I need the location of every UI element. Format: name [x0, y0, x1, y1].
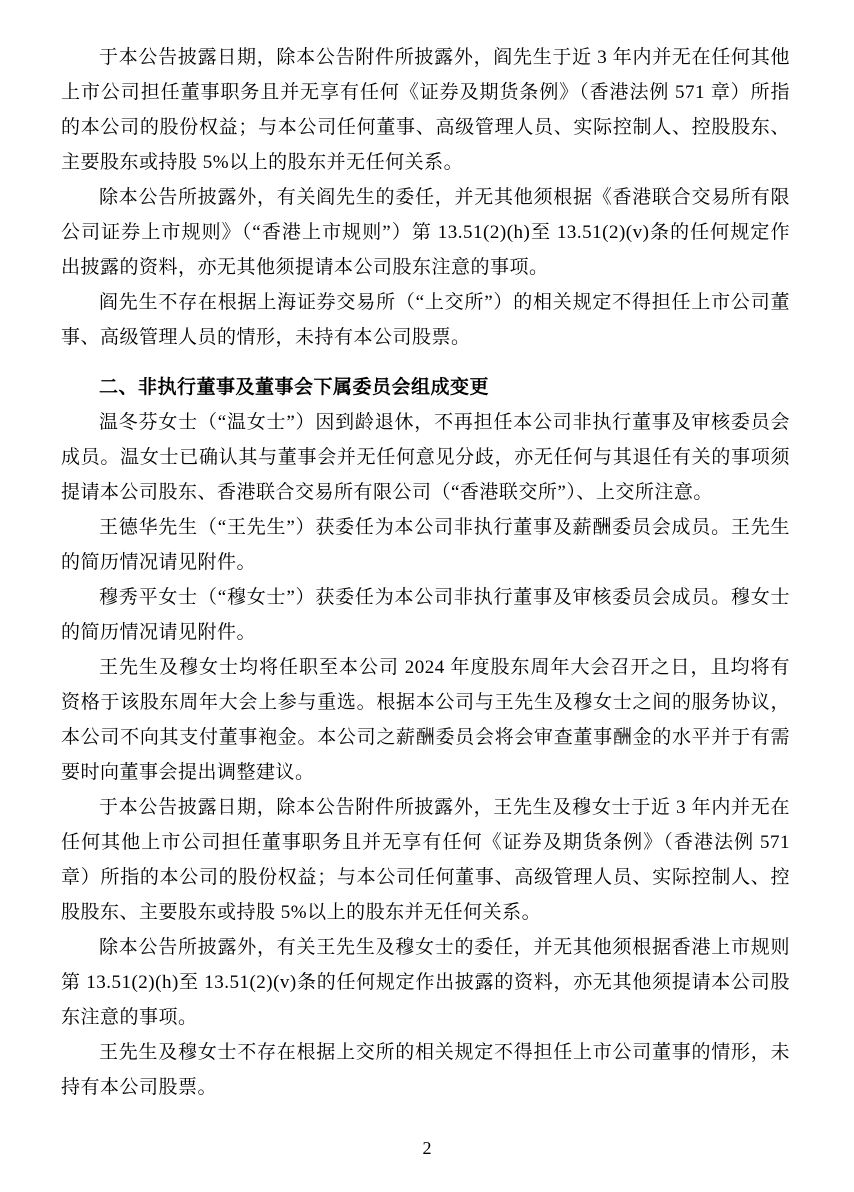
page-number: 2 [422, 1138, 432, 1158]
paragraph-disclosure-wang-mu: 于本公告披露日期，除本公告附件所披露外，王先生及穆女士于近 3 年内并无在任何其他上市公司担任董事职务且并无享有任何《证券及期货条例》（香港法例 571 章）所指的本公司的股份权益；与本公司任何董事、高级管理人员、实际控制人、控股股东、主要股东或持股 5%以上的股东并无任何关系。 [61, 797, 790, 923]
paragraph-mu-appointment: 穆秀平女士（“穆女士”）获委任为本公司非执行董事及审核委员会成员。穆女士的简历情况请见附件。 [61, 587, 790, 643]
paragraph-wang-appointment: 王德华先生（“王先生”）获委任为本公司非执行董事及薪酬委员会成员。王先生的简历情况请见附件。 [61, 517, 790, 573]
paragraph-wen-retirement: 温冬芬女士（“温女士”）因到龄退休，不再担任本公司非执行董事及审核委员会成员。温女士已确认其与董事会并无任何意见分歧，亦无任何与其退任有关的事项须提请本公司股东、香港联合交易所有限公司（“香港联交所”）、上交所注意。 [61, 412, 790, 503]
page-footer [0, 1136, 854, 1160]
paragraph-listing-rules-yan: 除本公告所披露外，有关阎先生的委任，并无其他须根据《香港联合交易所有限公司证券上市规则》（“香港上市规则”）第 13.51(2)(h)至 13.51(2)(v)条的任何规定作出披露的资料，亦无其他须提请本公司股东注意的事项。 [61, 187, 790, 278]
paragraph-sse-wang-mu: 王先生及穆女士不存在根据上交所的相关规定不得担任上市公司董事的情形，未持有本公司股票。 [61, 1042, 790, 1098]
paragraph-disclosure-yan: 于本公告披露日期，除本公告附件所披露外，阎先生于近 3 年内并无在任何其他上市公司担任董事职务且并无享有任何《证券及期货条例》（香港法例 571 章）所指的本公司的股份权益；与本公司任何董事、高级管理人员、实际控制人、控股股东、主要股东或持股 5%以上的股东并无任何关系。 [61, 47, 790, 173]
paragraph-term-reelection: 王先生及穆女士均将任职至本公司 2024 年度股东周年大会召开之日，且均将有资格于该股东周年大会上参与重选。根据本公司与王先生及穆女士之间的服务协议，本公司不向其支付董事袍金。本公司之薪酬委员会将会审查董事酬金的水平并于有需要时向董事会提出调整建议。 [61, 657, 790, 783]
paragraph-sse-yan: 阎先生不存在根据上海证券交易所（“上交所”）的相关规定不得担任上市公司董事、高级管理人员的情形，未持有本公司股票。 [61, 292, 790, 348]
paragraph-listing-rules-wang-mu: 除本公告所披露外，有关王先生及穆女士的委任，并无其他须根据香港上市规则第 13.51(2)(h)至 13.51(2)(v)条的任何规定作出披露的资料，亦无其他须提请本公司股东注意的事项。 [61, 937, 790, 1028]
section-heading: 二、非执行董事及董事会下属委员会组成变更 [99, 377, 490, 398]
